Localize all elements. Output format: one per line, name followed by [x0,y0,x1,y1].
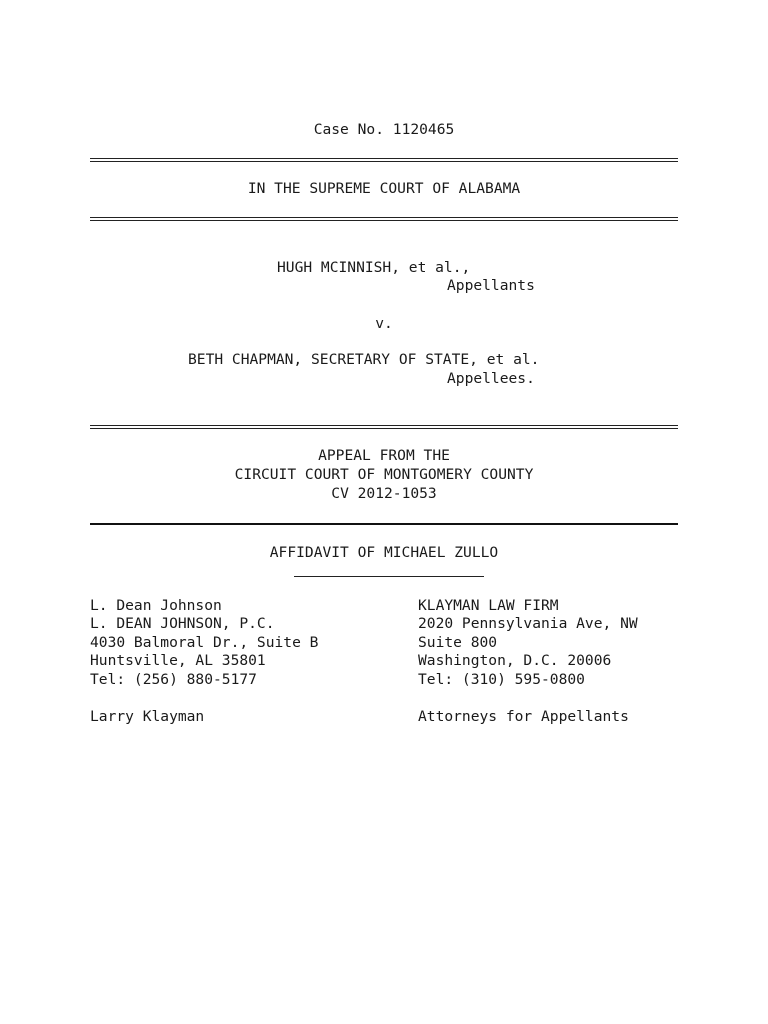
court-name: IN THE SUPREME COURT OF ALABAMA [247,180,521,197]
divider-appeal [90,523,678,525]
counsel-right-line: Tel: (310) 595-0800 [418,671,585,688]
versus: v. [375,315,393,332]
appeal-line-1: APPEAL FROM THE [318,447,450,464]
counsel-right-line: Washington, D.C. 20006 [418,652,612,669]
divider-top [90,158,678,162]
divider-parties [90,425,678,429]
appellees-name: BETH CHAPMAN, SECRETARY OF STATE, et al. [188,351,540,368]
appellants-name: HUGH MCINNISH, et al., [277,259,471,276]
appellees-role: Appellees. [447,370,535,387]
counsel-left-line: Larry Klayman [90,708,205,725]
counsel-left-line: Huntsville, AL 35801 [90,652,266,669]
document-title: AFFIDAVIT OF MICHAEL ZULLO [269,544,499,561]
counsel-left-line: 4030 Balmoral Dr., Suite B [90,634,319,651]
counsel-left-line: Tel: (256) 880-5177 [90,671,257,688]
counsel-left-line: L. Dean Johnson [90,597,222,614]
counsel-right-line: Attorneys for Appellants [418,708,629,725]
title-underline [294,576,484,577]
appellants-role: Appellants [447,277,535,294]
counsel-right-line: 2020 Pennsylvania Ave, NW [418,615,638,632]
case-number: Case No. 1120465 [313,121,455,138]
counsel-left-line: L. DEAN JOHNSON, P.C. [90,615,275,632]
divider-court [90,217,678,221]
counsel-right-line: Suite 800 [418,634,498,651]
appeal-line-3: CV 2012-1053 [331,485,437,502]
appeal-line-2: CIRCUIT COURT OF MONTGOMERY COUNTY [234,466,534,483]
counsel-right-line: KLAYMAN LAW FIRM [418,597,559,614]
